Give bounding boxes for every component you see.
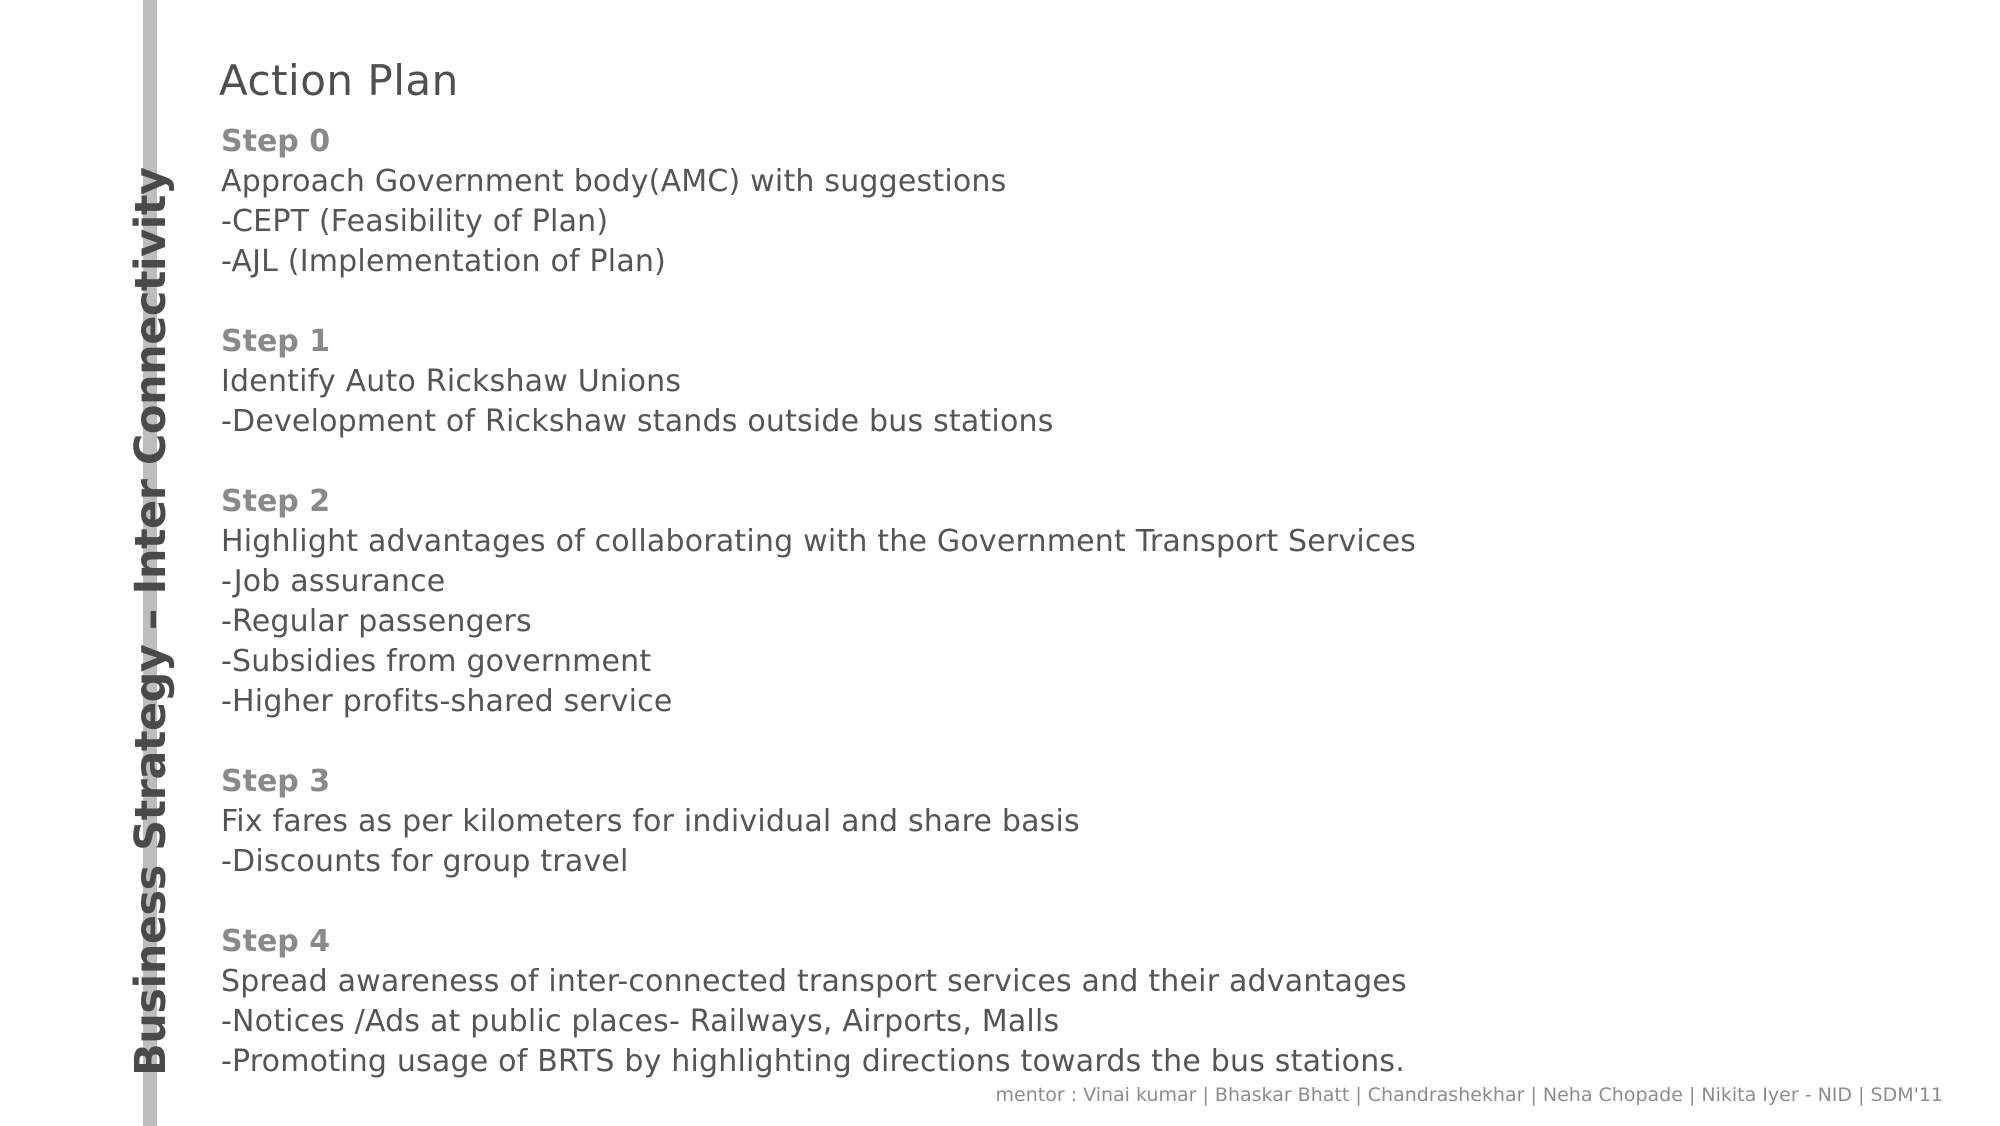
step-line: Fix fares as per kilometers for individual and share basis — [221, 804, 1080, 839]
step-line: -Higher profits-shared service — [221, 684, 673, 719]
step-4 — [221, 922, 1921, 1082]
step-line: Highlight advantages of collaborating with the Government Transport Services — [221, 524, 1417, 559]
step-line: -Job assurance — [221, 564, 446, 599]
step-line: -AJL (Implementation of Plan) — [221, 244, 667, 279]
step-label: Step 2 — [221, 484, 331, 519]
footer-credits: mentor : Vinai kumar | Bhaskar Bhatt | Chandrashekhar | Neha Chopade | Nikita Iyer - NID | SDM'11 — [995, 1084, 1943, 1106]
step-label: Step 3 — [221, 764, 331, 799]
steps-list — [221, 122, 1921, 1122]
step-line: -Notices /Ads at public places- Railways, Airports, Malls — [221, 1004, 1060, 1039]
step-line: Approach Government body(AMC) with suggestions — [221, 164, 1007, 199]
step-1 — [221, 322, 1921, 442]
step-line: -CEPT (Feasibility of Plan) — [221, 204, 609, 239]
step-line: -Development of Rickshaw stands outside bus stations — [221, 404, 1054, 439]
step-3 — [221, 762, 1921, 882]
step-label: Step 0 — [221, 124, 331, 159]
step-label: Step 1 — [221, 324, 331, 359]
step-0 — [221, 122, 1921, 282]
step-line: Identify Auto Rickshaw Unions — [221, 364, 682, 399]
step-line: -Promoting usage of BRTS by highlighting directions towards the bus stations. — [221, 1044, 1405, 1079]
step-label: Step 4 — [221, 924, 331, 959]
page-title: Action Plan — [219, 56, 459, 105]
step-line: -Subsidies from government — [221, 644, 652, 679]
step-line: Spread awareness of inter-connected transport services and their advantages — [221, 964, 1407, 999]
step-line: -Regular passengers — [221, 604, 532, 639]
step-2 — [221, 482, 1921, 722]
step-line: -Discounts for group travel — [221, 844, 629, 879]
side-title: Business Strategy – Inter Connectivity — [126, 167, 176, 1076]
